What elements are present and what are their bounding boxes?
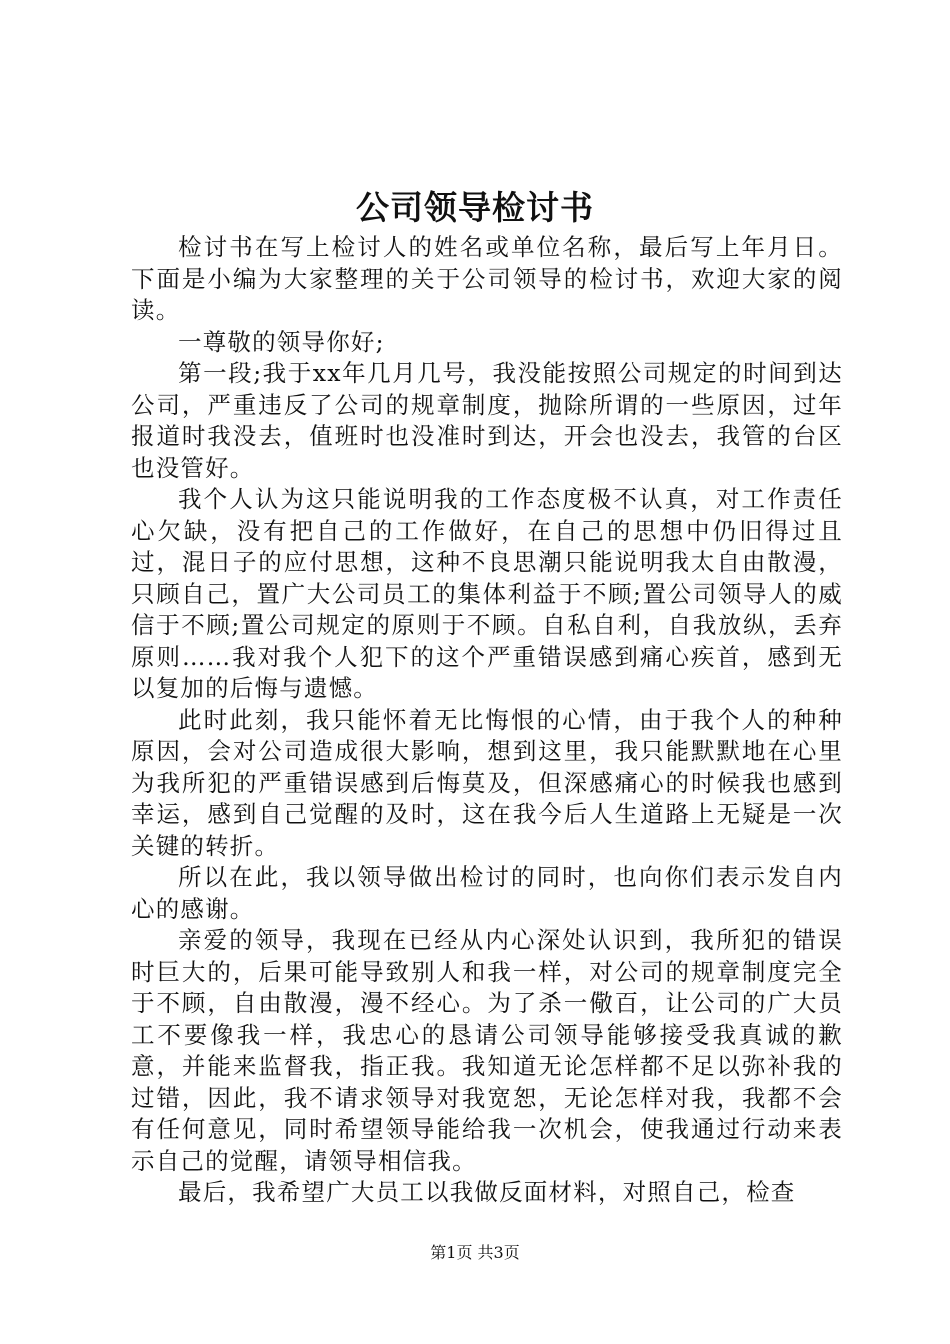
paragraph-closing: 最后，我希望广大员工以我做反面材料，对照自己，检查 xyxy=(178,1178,796,1206)
paragraph-regret: 此时此刻，我只能怀着无比悔恨的心情，由于我个人的种种原因，会对公司造成很大影响，想到这里，我只能默默地在心里为我所犯的严重错误感到后悔莫及，但深感痛心的时候我也感到幸运，感到自己觉醒的及时，这在我今后人生道路上无疑是一次关键的转折。 xyxy=(131,705,843,860)
paragraph-apology: 亲爱的领导，我现在已经从内心深处认识到，我所犯的错误时巨大的，后果可能导致别人和我一样，对公司的规章制度完全于不顾，自由散漫，漫不经心。为了杀一儆百，让公司的广大员工不要像我一样，我忠心的恳请公司领导能够接受我真诚的歉意，并能来监督我，指正我。我知道无论怎样都不足以弥补我的过错，因此，我不请求领导对我宽恕，无论怎样对我，我都不会有任何意见，同时希望领导能给我一次机会，使我通过行动来表示自己的觉醒，请领导相信我。 xyxy=(131,926,843,1175)
document-body xyxy=(131,232,843,1209)
document-title: 公司领导检讨书 xyxy=(356,188,594,227)
paragraph-intro: 检讨书在写上检讨人的姓名或单位名称，最后写上年月日。下面是小编为大家整理的关于公司领导的检讨书，欢迎大家的阅读。 xyxy=(131,233,843,324)
paragraph-self-reflection: 我个人认为这只能说明我的工作态度极不认真，对工作责任心欠缺，没有把自己的工作做好，在自己的思想中仍旧得过且过，混日子的应付思想，这种不良思潮只能说明我太自由散漫，只顾自己，置广大公司员工的集体利益于不顾;置公司领导人的威信于不顾;置公司规定的原则于不顾。自私自利，自我放纵，丢弃原则……我对我个人犯下的这个严重错误感到痛心疾首，感到无以复加的后悔与遗憾。 xyxy=(131,485,843,702)
paragraph-thanks: 所以在此，我以领导做出检讨的同时，也向你们表示发自内心的感谢。 xyxy=(131,863,843,923)
paragraph-salutation: 一尊敬的领导你好; xyxy=(178,327,385,356)
paragraph-first-section: 第一段;我于xx年几月几号，我没能按照公司规定的时间到达公司，严重违反了公司的规章制度，抛除所谓的一些原因，过年报道时我没去，值班时也没准时到达，开会也没去，我管的台区也没管好。 xyxy=(131,359,843,482)
page-footer: 第1页 共3页 xyxy=(430,1243,520,1262)
